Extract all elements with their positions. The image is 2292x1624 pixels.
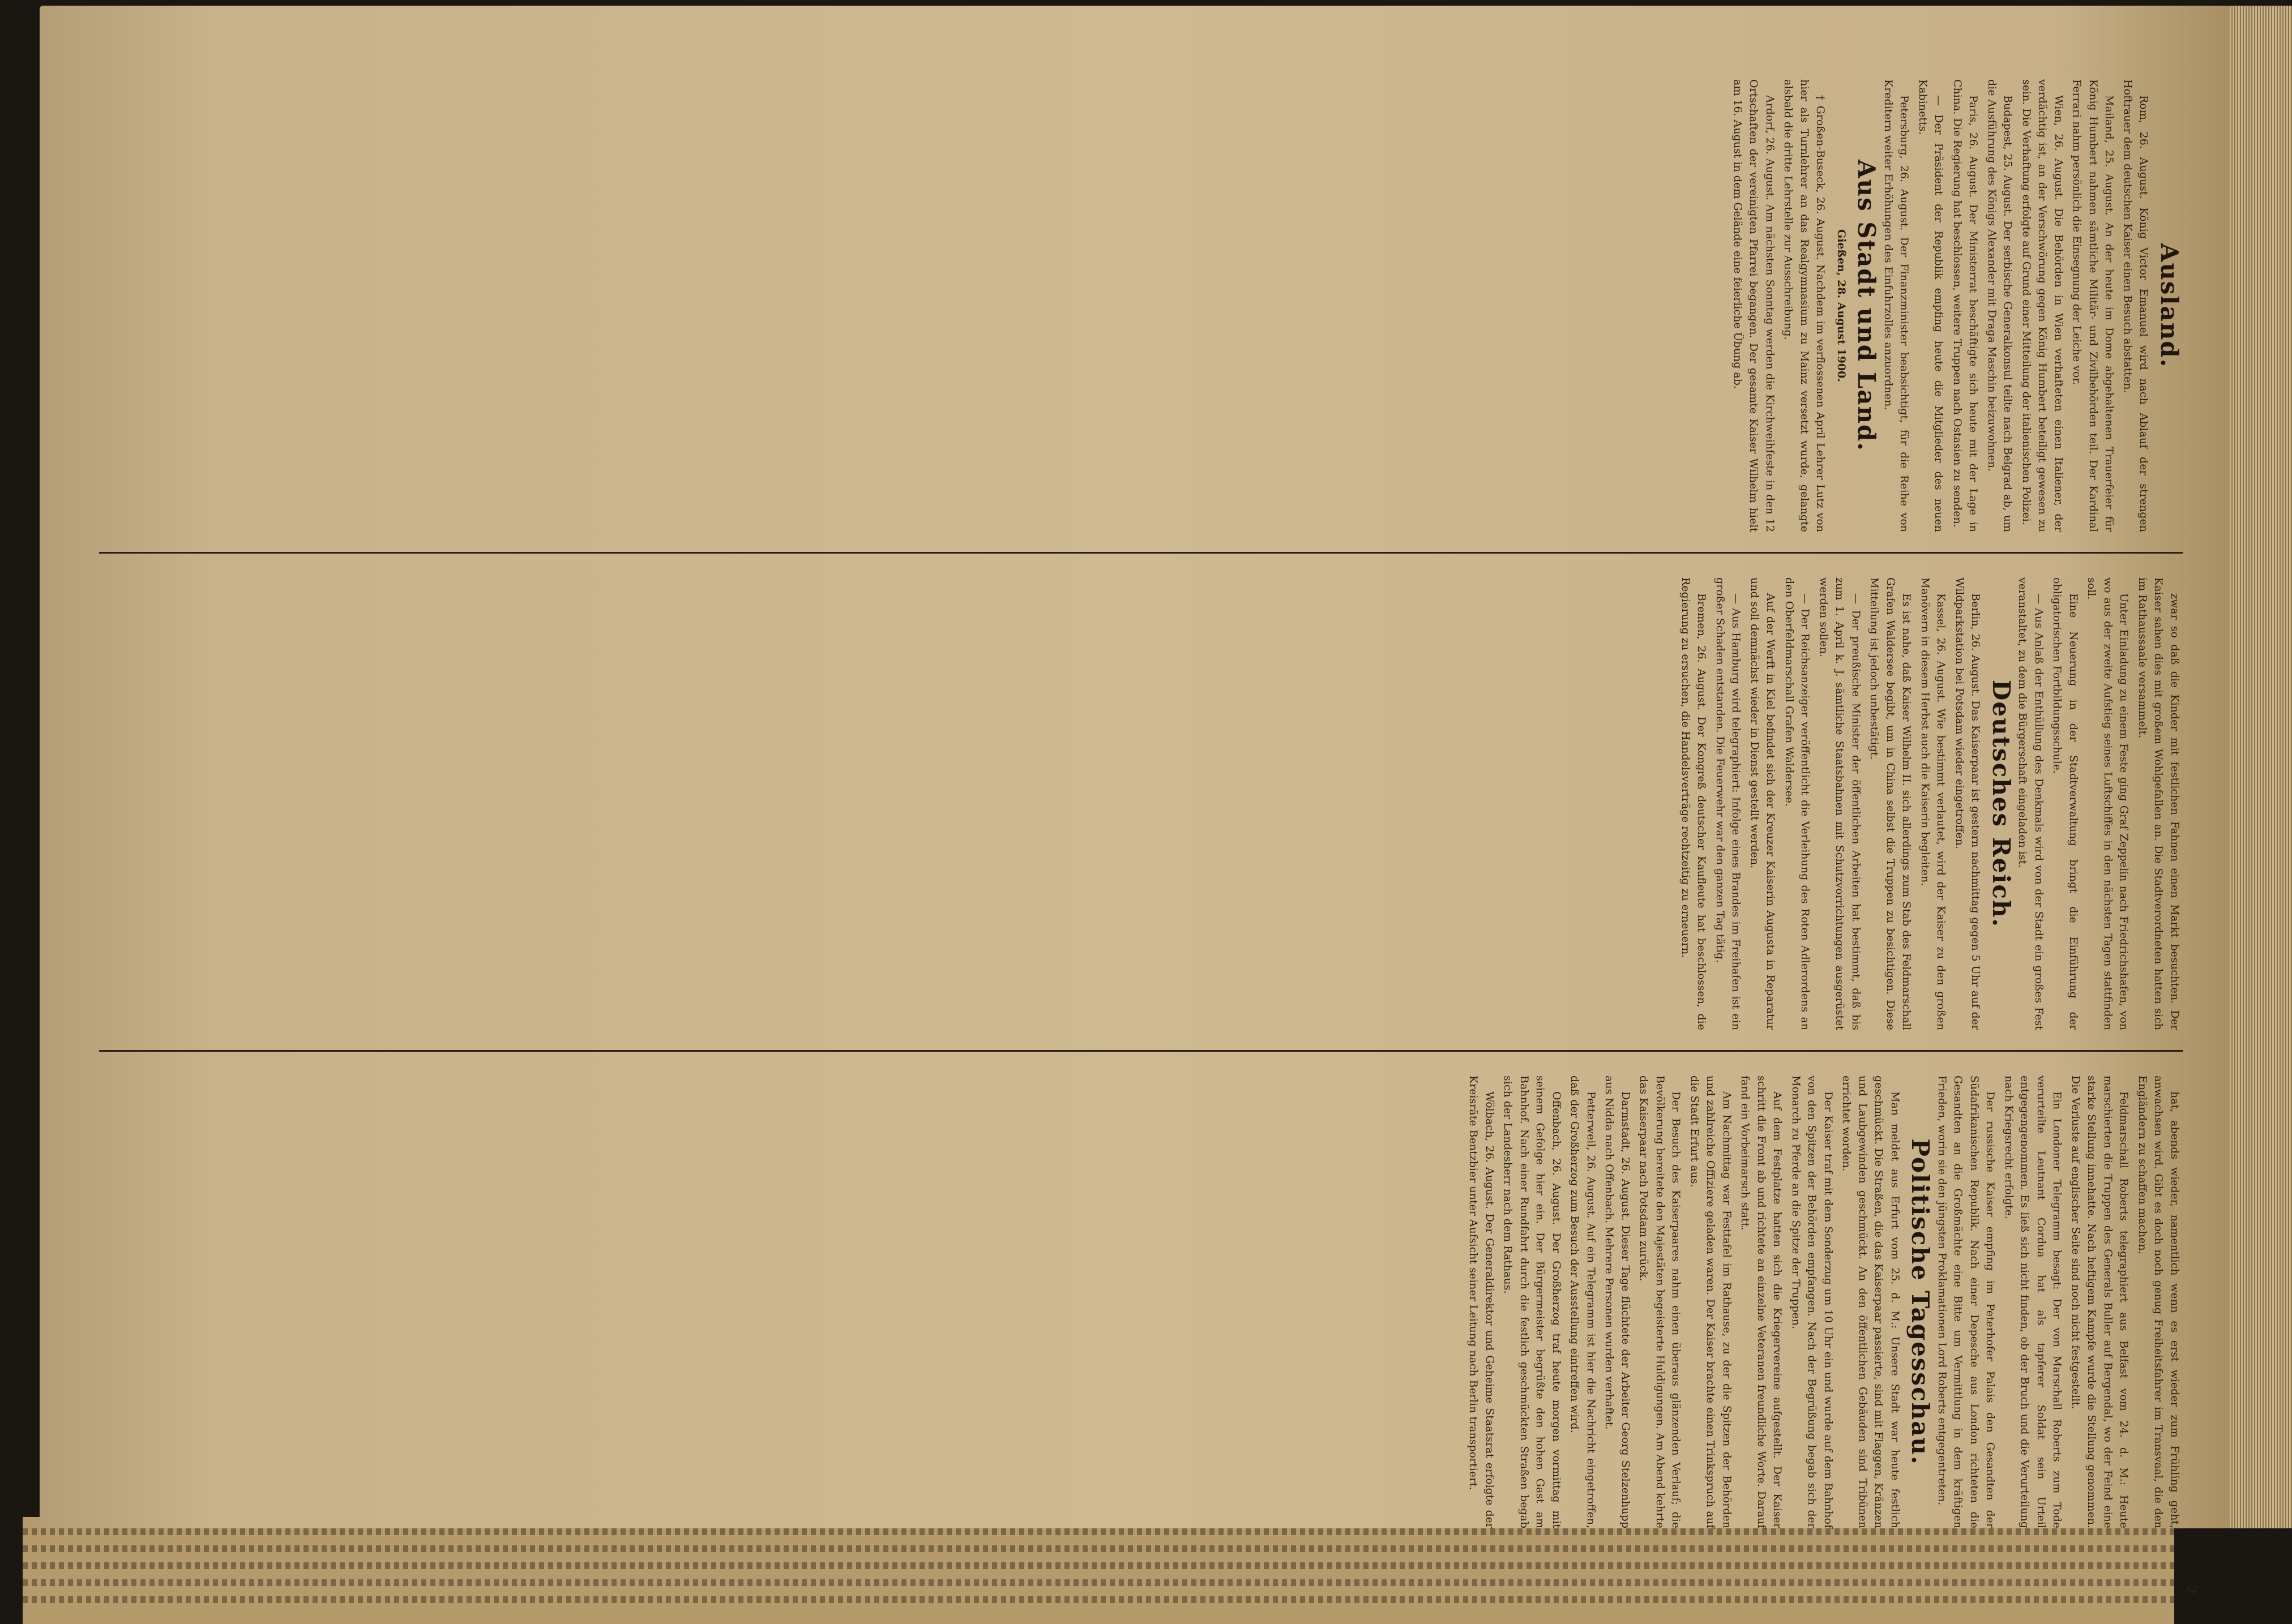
article-paragraph: Budapest, 25. August. Der serbische Generalkonsul teilte nach Belgrad ab, um die Ausführung des Königs Alexander mit Draga Maschin beizuwohnen.	[1986, 79, 2015, 532]
article-paragraph: Der Besuch des Kaiserpaares nahm einen überaus glänzenden Verlauf; die Bevölkerung bereitete den Majestäten begeisterte Huldigungen. Am Abend kehrte das Kaiserpaar nach Potsdam zurück.	[1637, 1075, 1683, 1528]
article-paragraph: Berlin, 26. August. Das Kaiserpaar ist gestern nachmittag gegen 5 Uhr auf der Wildparkstation bei Potsdam wieder eingetroffen.	[1953, 577, 1982, 1030]
article-paragraph: Bremen, 26. August. Der Kongreß deutscher Kaufleute hat beschlossen, die Regierung zu ersuchen, die Handelsverträge rechtzeitig zu erneuern.	[1679, 577, 1708, 1030]
article-paragraph: Mailand, 25. August. An der heute im Dome abgehaltenen Trauerfeier für König Humbert nahmen sämtliche Militär- und Zivilbehörden teil. Der Kardinal Ferrari nahm persönlich die Einsegnung der Leiche vor.	[2071, 79, 2116, 532]
page-content-rotated	[31, 57, 2205, 1619]
article-paragraph: Wien, 26. August. Die Behörden in Wien verhafteten einen Italiener, der verdächtig ist, an der Verschwörung gegen König Humbert beteiligt gewesen zu sein. Die Verhaftung erfolgte auf Grund einer Mitteilung der italienischen Polizei.	[2020, 79, 2065, 532]
article-paragraph: Kassel, 26. August. Wie bestimmt verlautet, wird der Kaiser zu den großen Manövern in diesem Herbst auch die Kaiserin begleiten.	[1919, 577, 1948, 1030]
article-paragraph: Darmstadt, 26. August. Dieser Tage flüchtete der Arbeiter Georg Stelzenhupp aus Nidda nach Offenbach. Mehrere Personen wurden verhaftet.	[1603, 1075, 1632, 1528]
article-paragraph: † Großen-Buseck, 26. August. Nachdem im verflossenen April Lehrer Lutz von hier als Turnlehrer an das Realgymnasium zu Mainz versetzt wurde, gelangte alsbald die dritte Lehrstelle zur Ausschreibung.	[1782, 79, 1827, 532]
article-paragraph: zwar so daß die Kinder mit festlichen Fahnen einen Markt besuchten. Der Kaiser sahen dies mit großem Wohlgefallen an. Die Stadtverordneten hatten sich im Rathaussaale versammelt.	[2136, 577, 2181, 1030]
article-paragraph: Man meldet aus Erfurt vom 25. d. M.: Unsere Stadt war heute festlich geschmückt. Die Straßen, die das Kaiserpaar passierte, sind mit Flaggen, Kränzen und Laubgewinden geschmückt. An den öffentlichen Gebäuden sind Tribünen errichtet worden.	[1840, 1075, 1901, 1528]
article-paragraph: — Der preußische Minister der öffentlichen Arbeiten hat bestimmt, daß bis zum 1. April k. J. sämtliche Staatsbahnen mit Schutzvorrichtungen ausgerüstet werden sollen.	[1818, 577, 1862, 1030]
article-paragraph: — Der Präsident der Republik empfing heute die Mitglieder des neuen Kabinetts.	[1917, 79, 1945, 532]
article-paragraph: Petterweil, 26. August. Auf ein Telegramm ist hier die Nachricht eingetroffen, daß der Großherzog zum Besuch der Ausstellung eintreffen wird.	[1568, 1075, 1597, 1528]
page-number: 2	[2183, 1585, 2200, 1595]
article-paragraph: Der Kaiser traf mit dem Sonderzug um 10 Uhr ein und wurde auf dem Bahnhof von den Spitzen der Behörden empfangen. Nach der Begrüßung begab sich der Monarch zu Pferde an die Spitze der Truppen.	[1790, 1075, 1835, 1528]
article-paragraph: Auf dem Festplatze hatten sich die Kriegervereine aufgestellt. Der Kaiser schritt die Front ab und richtete an einzelne Veteranen freundliche Worte. Darauf fand ein Vorbeimarsch statt.	[1739, 1075, 1784, 1528]
column-tagesschau	[1463, 1075, 2183, 1528]
section-title-ausland: Ausland.	[2156, 243, 2183, 368]
article-paragraph: Auf der Werft in Kiel befindet sich der Kreuzer Kaiserin Augusta in Reparatur und soll demnächst wieder in Dienst gestellt werden.	[1748, 577, 1777, 1030]
dateline: Gießen, 28. August 1900.	[1835, 229, 1848, 382]
article-paragraph: Wölbach, 26. August. Der Generaldirektor und Geheime Staatsrat erfolgte der Kreisräte Bentzbier unter Aufsicht seiner Leitung nach Berlin transportiert.	[1467, 1075, 1496, 1528]
article-paragraph: Ardorf, 26. August. Am nächsten Sonntag werden die Kirchweihfeste in den 12 Ortschaften der vereinigten Pfarrei begangen. Der gesamte Kaiser Wilhelm hielt am 16. August in dem Gelände eine feierliche Übung ab.	[1731, 79, 1776, 532]
section-title-stadt: Aus Stadt und Land.	[1853, 159, 1881, 452]
article-paragraph: — Aus Anlaß der Enthüllung des Denkmals wird von der Stadt ein großes Fest veranstaltet, zu dem die Bürgerschaft eingeladen ist.	[2016, 577, 2045, 1030]
article-paragraph: — Aus Hamburg wird telegraphiert: Infolge eines Brandes im Freihafen ist ein großer Schaden entstanden. Die Feuerwehr war den ganzen Tag tätig.	[1714, 577, 1743, 1030]
article-paragraph: Feldmarschall Roberts telegraphiert aus Belfast vom 24. d. M.: Heute marschierten die Truppen des Generals Buller auf Bergendal, wo der Feind eine starke Stellung innehatte. Nach heftigem Kampfe wurde die Stellung genommen. Die Verluste auf englischer Seite sind noch nicht festgestellt.	[2069, 1075, 2131, 1528]
page-stack-edge	[2230, 6, 2292, 1528]
article-paragraph: Am Nachmittag war Festtafel im Rathause, zu der die Spitzen der Behörden und zahlreiche Offiziere geladen waren. Der Kaiser brachte einen Trinkspruch auf die Stadt Erfurt aus.	[1688, 1075, 1733, 1528]
column-rule	[99, 552, 2183, 554]
column-rule	[99, 1050, 2183, 1052]
column-reich	[1675, 577, 2183, 1030]
article-paragraph: hat, abends wieder, namentlich wenn es erst wieder zum Frühling geht, anwachsen wird. Gibt es doch noch genug Freiheitsfahrer im Transvaal, die den Engländern zu schaffen machen.	[2136, 1075, 2181, 1528]
article-paragraph: Unter Einladung zu einem Feste ging Graf Zeppelin nach Friedrichshafen, von wo aus der zweite Aufstieg seines Luftschiffes in den nächsten Tagen stattfinden soll.	[2085, 577, 2131, 1030]
article-paragraph: — Der Reichsanzeiger veröffentlicht die Verleihung des Roten Adlerordens an den Oberfeldmarschall Grafen Waldersee.	[1783, 577, 1812, 1030]
article-paragraph: Es ist nahe, daß Kaiser Wilhelm II. sich allerdings zum Stab des Feldmarschall Grafen Waldersee begibt, um in China selbst die Truppen zu besichtigen. Diese Mitteilung ist jedoch unbestätigt.	[1868, 577, 1913, 1030]
column-ausland	[1727, 79, 2183, 532]
section-title-reich: Deutsches Reich.	[1987, 679, 2015, 928]
article-paragraph: Der russische Kaiser empfing im Peterhofer Palais den Gesandten der Südafrikanischen Republik. Nach einer Depesche aus London richteten die Gesandten an die Großmächte eine Bitte um Vermittlung in dem kräftigen Frieden, worin sie den jüngsten Proklamationen Lord Roberts entgegentreten.	[1936, 1075, 1997, 1528]
article-paragraph: Offenbach, 26. August. Der Großherzog traf heute morgen vormittag mit seinem Gefolge hier ein. Der Bürgermeister begrüßte den hohen Gast am Bahnhof. Nach einer Rundfahrt durch die festlich geschmückten Straßen begab sich der Landesherr nach dem Rathaus.	[1502, 1075, 1563, 1528]
article-paragraph: Petersburg, 26. August. Der Finanzminister beabsichtigt, für die Reihe von Kreditern weiter Erhöhungen des Einfuhrzolles anzuordnen.	[1882, 79, 1911, 532]
section-title-tagesschau: Politische Tagesschau.	[1906, 1138, 1935, 1466]
article-paragraph: Eine Neuerung in der Stadtverwaltung bringt die Einführung der obligatorischen Fortbildungsschule.	[2051, 577, 2080, 1030]
article-paragraph: Ein Londoner Telegramm besagt: Der von Marschall Roberts zum Tode verurteilte Leutnant Cordua hat als tapferer Soldat sein Urteil entgegengenommen. Es ließ sich nicht finden, ob der Bruch und die Verurteilung nach Kriegsrecht erfolgte.	[2003, 1075, 2064, 1528]
article-paragraph: Paris, 26. August. Der Ministerrat beschäftigte sich heute mit der Lage in China. Die Regierung hat beschlossen, weitere Truppen nach Ostasien zu senden.	[1951, 79, 1980, 532]
article-paragraph: Rom, 26. August. König Victor Emanuel wird nach Ablauf der strengen Hoftrauer dem deutschen Kaiser einen Besuch abstatten.	[2122, 79, 2150, 532]
